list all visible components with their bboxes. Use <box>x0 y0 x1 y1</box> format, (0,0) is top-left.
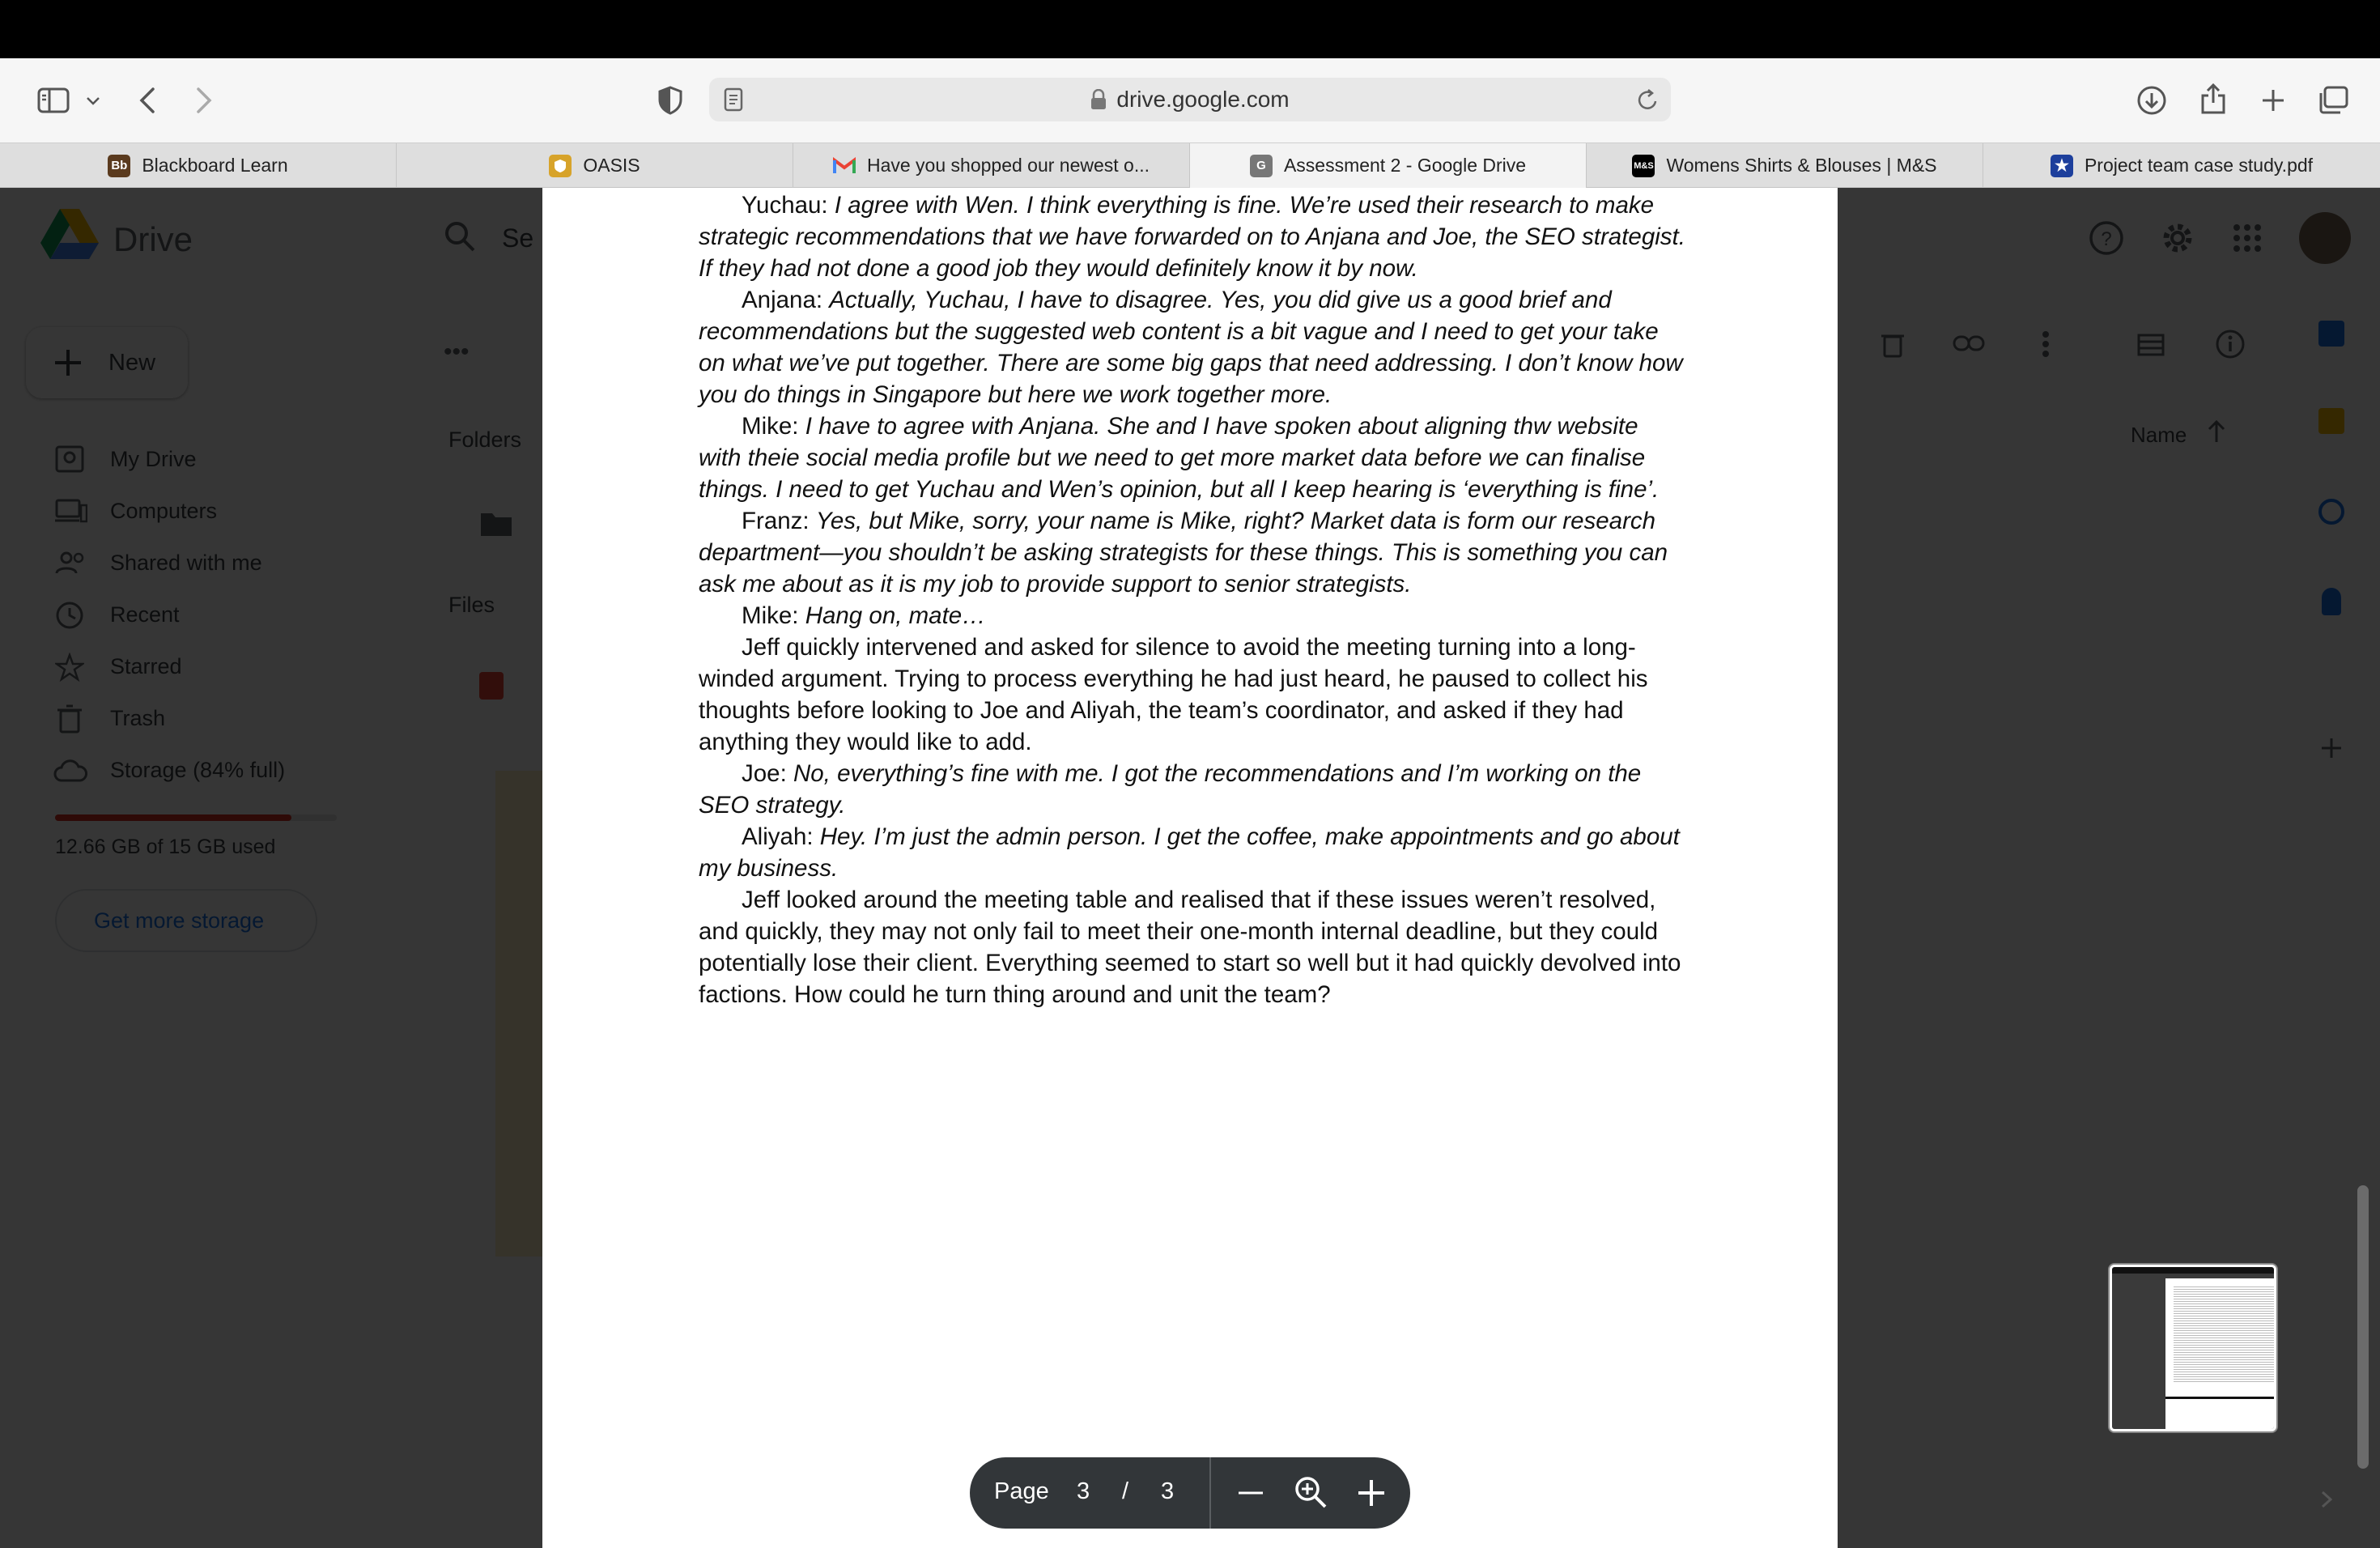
pdf-paragraph <box>699 821 1686 884</box>
tab-label: Project team case study.pdf <box>2084 155 2314 176</box>
menu-bar-area <box>0 0 2380 58</box>
zoom-in-button[interactable] <box>1357 1478 1386 1508</box>
speaker-name: Mike: <box>742 602 805 629</box>
speaker-name: Aliyah: <box>742 823 820 850</box>
page-label: Page <box>994 1478 1049 1504</box>
pdf-paragraph <box>699 600 1686 632</box>
address-bar[interactable] <box>709 78 1671 121</box>
pdf-page <box>542 188 1838 1548</box>
tab-marks-spencer[interactable] <box>1587 143 1983 188</box>
downloads-icon[interactable] <box>2134 83 2170 118</box>
zoom-icon[interactable] <box>1294 1475 1328 1509</box>
pdf-star-icon: ★ <box>2051 155 2073 177</box>
google-drive-tab-icon: G <box>1250 155 1273 177</box>
paragraph-text: Jeff looked around the meeting table and realised that if these issues weren’t resolved, and quickly, they may not only fail to meet their one-month internal deadline, but they could potentially lose their client. Everything seemed to start so well but it had quickly devolved into factions. How could he turn thing around and unit the team? <box>699 887 1681 1008</box>
url-text: drive.google.com <box>1116 87 1290 112</box>
pdf-paragraph <box>699 189 1686 284</box>
pdf-paragraph <box>699 884 1686 1010</box>
page-controls <box>970 1457 1410 1529</box>
tab-label: Womens Shirts & Blouses | M&S <box>1666 155 1937 176</box>
speaker-name: Mike: <box>742 413 805 440</box>
privacy-shield-icon[interactable] <box>652 83 688 118</box>
blackboard-icon: Bb <box>108 155 130 177</box>
forward-button[interactable] <box>186 83 222 118</box>
pdf-paragraph <box>699 284 1686 410</box>
thumbnail-page <box>2165 1278 2276 1431</box>
speaker-name: Anjana: <box>742 287 830 313</box>
pdf-paragraph <box>699 410 1686 505</box>
paragraph-text: Hey. I’m just the admin person. I get the coffee, make appointments and go about my business. <box>699 823 1680 882</box>
thumbnail-viewport <box>2165 1397 2276 1399</box>
tab-gmail[interactable] <box>793 143 1190 188</box>
marks-spencer-icon: M&S <box>1632 155 1655 177</box>
tab-overview-icon[interactable] <box>2315 83 2351 118</box>
divider <box>1209 1457 1211 1529</box>
pdf-text-body <box>699 189 1686 1010</box>
tab-bar <box>0 142 2380 188</box>
chevron-right-icon[interactable] <box>2320 1490 2333 1509</box>
tab-label: Blackboard Learn <box>142 155 288 176</box>
share-icon[interactable] <box>2195 79 2231 118</box>
thumbnail-topbar <box>2112 1267 2274 1274</box>
reader-view-icon[interactable] <box>724 87 743 112</box>
page-thumbnail[interactable] <box>2110 1265 2276 1431</box>
speaker-name: Franz: <box>742 508 816 534</box>
thumbnail-lines <box>2174 1285 2276 1382</box>
new-tab-icon[interactable] <box>2255 83 2291 118</box>
paragraph-text: No, everything’s fine with me. I got the recommendations and I’m working on the SEO strategy. <box>699 760 1642 819</box>
zoom-out-button[interactable] <box>1237 1482 1264 1504</box>
reload-icon[interactable] <box>1637 87 1660 112</box>
pdf-paragraph <box>699 758 1686 821</box>
back-button[interactable] <box>130 83 165 118</box>
tab-label: OASIS <box>583 155 640 176</box>
paragraph-text: Actually, Yuchau, I have to disagree. Yes, you did give us a good brief and recommendations but the suggested web content is a bit vague and I need to get your take on what we’ve put together. There are some big gaps that need addressing. I don’t know how you do things in Singapore but here we work together more. <box>699 287 1683 408</box>
total-pages: 3 <box>1161 1478 1175 1504</box>
paragraph-text: I agree with Wen. I think everything is fine. We’re used their research to make strategic recommendations that we have forwarded on to Anjana and Joe, the SEO strategist. If they had not done a good job they would definitely know it by now. <box>699 192 1685 282</box>
tab-label: Assessment 2 - Google Drive <box>1283 155 1527 176</box>
sidebar-toggle-icon[interactable] <box>29 83 78 118</box>
speaker-name: Yuchau: <box>742 192 835 219</box>
page-separator: / <box>1122 1478 1129 1504</box>
lock-icon <box>1090 89 1107 110</box>
tab-blackboard[interactable] <box>0 143 397 188</box>
paragraph-text: Yes, but Mike, sorry, your name is Mike, right? Market data is form our research department—you shouldn’t be asking strategists for these things. This is something you can ask me about as it is my job to provide support to senior strategists. <box>699 508 1668 598</box>
tab-oasis[interactable] <box>397 143 793 188</box>
scrollbar[interactable] <box>2357 1185 2369 1469</box>
browser-toolbar <box>0 58 2380 142</box>
tab-label: Have you shopped our newest o... <box>866 155 1150 176</box>
current-page-input[interactable]: 3 <box>1077 1478 1090 1504</box>
oasis-icon <box>549 155 572 177</box>
tab-google-drive[interactable] <box>1190 143 1587 188</box>
tab-case-study-pdf[interactable] <box>1983 143 2380 188</box>
paragraph-text: I have to agree with Anjana. She and I have spoken about aligning thw website with theie social media profile but we need to get more market data before we can finalise things. I need to get Yuchau and Wen’s opinion, but all I keep hearing is ‘everything is fine’. <box>699 413 1660 503</box>
pdf-paragraph <box>699 505 1686 600</box>
chevron-down-icon[interactable] <box>81 91 105 112</box>
gmail-icon <box>833 155 856 177</box>
speaker-name: Joe: <box>742 760 793 787</box>
paragraph-text: Hang on, mate… <box>805 602 986 629</box>
paragraph-text: Jeff quickly intervened and asked for silence to avoid the meeting turning into a long-winded argument. Trying to process everything he had just heard, he paused to collect his thoughts before looking to Joe and Aliyah, the team’s coordinator, and asked if they had anything they would like to add. <box>699 634 1648 755</box>
pdf-paragraph <box>699 632 1686 758</box>
